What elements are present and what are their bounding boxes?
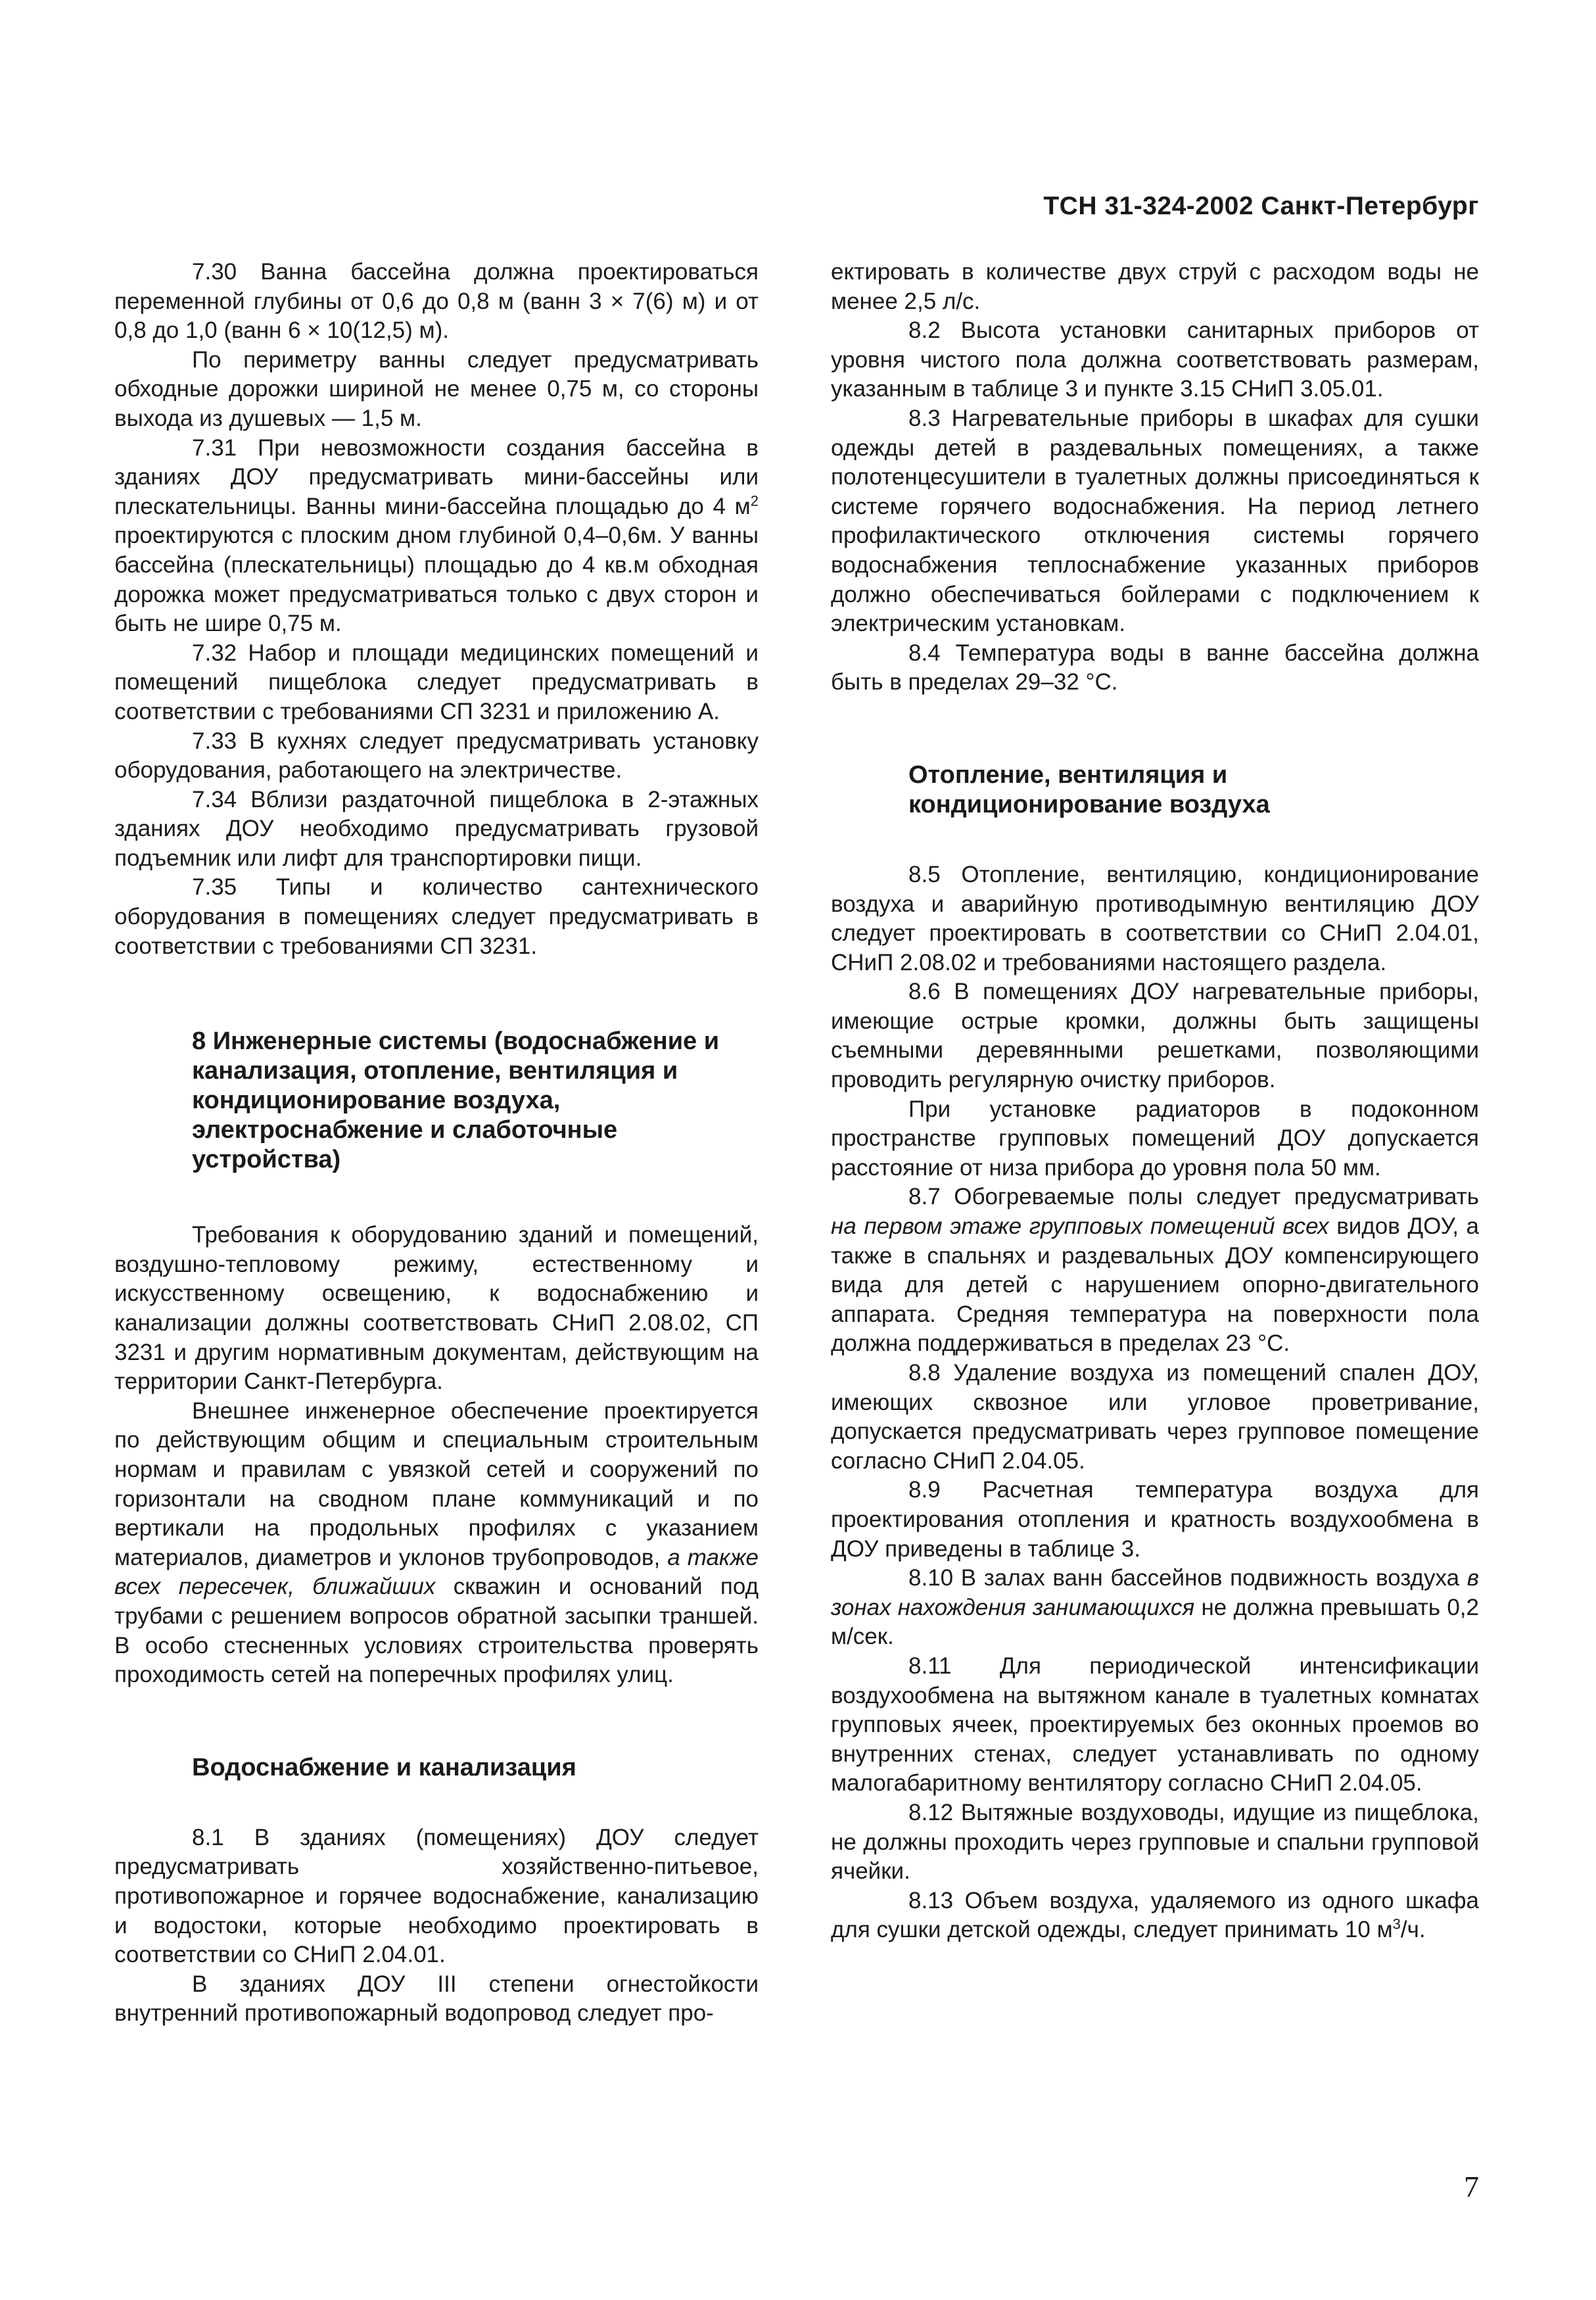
- heating-ventilation-heading: Отопление, вентиляция и кондиционирование воздуха: [908, 761, 1270, 818]
- paragraph-8-12: 8.12 Вытяжные воздуховоды, идущие из пищеблока, не должны проходить через групповые и спальни групповой ячейки.: [831, 1799, 1479, 1885]
- paragraph-8-intro: Требования к оборудованию зданий и помещений, воздушно-тепловому режиму, естественному и искусственному освещению, к водоснабжению и канализации должны соответствовать СНиП 2.08.02, СП 3231 и другим нормативным документам, действующим на территории Санкт-Петербурга.: [114, 1222, 759, 1395]
- paragraph-8-8: 8.8 Удаление воздуха из помещений спален ДОУ, имеющих сквозное или угловое проветривание, допускается предусматривать через групповое помещение согласно СНиП 2.04.05.: [831, 1360, 1479, 1474]
- paragraph-8-6-cont: При установке радиаторов в подоконном пространстве групповых помещений ДОУ допускается расстояние от низа прибора до уровня пола 50 мм.: [831, 1096, 1479, 1181]
- paragraph-8-10: 8.10 В залах ванн бассейнов подвижность воздуха в зонах нахождения занимающихся не должна превышать 0,2 м/сек.: [831, 1565, 1479, 1650]
- paragraph-7-30-cont: По периметру ванны следует предусматривать обходные дорожки шириной не менее 0,75 м, со стороны выхода из душевых — 1,5 м.: [114, 346, 759, 431]
- paragraph-7-30: 7.30 Ванна бассейна должна проектироваться переменной глубины от 0,6 до 0,8 м (ванн 3 × 7(6) м) и от 0,8 до 1,0 (ванн 6 × 10(12,5) м).: [114, 259, 759, 344]
- paragraph-8-1: 8.1 В зданиях (помещениях) ДОУ следует предусматривать хозяйственно-питьевое, противопожарное и горячее водоснабжение, канализацию и водостоки, которые необходимо проектировать в соответствии со СНиП 2.04.01.: [114, 1824, 759, 1968]
- paragraph-8-9: 8.9 Расчетная температура воздуха для проектирования отопления и кратность воздухообмена в ДОУ приведены в таблице 3.: [831, 1477, 1479, 1562]
- paragraph-7-33: 7.33 В кухнях следует предусматривать установку оборудования, работающего на электричестве.: [114, 728, 759, 784]
- paragraph-8-6: 8.6 В помещениях ДОУ нагревательные приборы, имеющие острые кромки, должны быть защищены съемными деревянными решетками, позволяющими проводить регулярную очистку приборов.: [831, 979, 1479, 1093]
- left-column: [114, 258, 759, 2029]
- document-header: ТСН 31-324-2002 Санкт-Петербург: [1043, 192, 1479, 220]
- paragraph-8-1-cont: В зданиях ДОУ III степени огнестойкости внутренний противопожарный водопровод следует про-: [114, 1971, 759, 2027]
- paragraph-7-32: 7.32 Набор и площади медицинских помещений и помещений пищеблока следует предусматривать в соответствии с требованиями СП 3231 и приложению А.: [114, 640, 759, 724]
- paragraph-7-34: 7.34 Вблизи раздаточной пищеблока в 2-этажных зданиях ДОУ необходимо предусматривать грузовой подъемник или лифт для транспортировки пищи.: [114, 786, 759, 871]
- paragraph-8-external: Внешнее инженерное обеспечение проектируется по действующим общим и специальным строительным нормам и правилам с увязкой сетей и сооружений по горизонтали на сводном плане коммуникаций и по вертикали на продольных профилях с указанием материалов, диаметров и уклонов трубопроводов, а также всех пересечек, ближайших скважин и оснований под трубами с решением вопросов обратной засыпки траншей. В особо стесненных условиях строительства проверять проходимость сетей на поперечных профилях улиц.: [114, 1397, 759, 1688]
- right-column: [831, 258, 1479, 1945]
- paragraph-7-31: 7.31 При невозможности создания бассейна в зданиях ДОУ предусматривать мини-бассейны или плескательницы. Ванны мини-бассейна площадью до 4 $м^2$ проектируются с плоским дном глубиной 0,4–0,6м. У ванны бассейна (плескательницы) площадью до 4 кв.м обходная дорожка может предусматриваться только с двух сторон и быть не шире 0,75 м.: [114, 434, 759, 637]
- paragraph-8-7: 8.7 Обогреваемые полы следует предусматривать на первом этаже групповых помещений всех видов ДОУ, а также в спальнях и раздевальных ДОУ компенсирующего вида для детей с нарушением опорно-двигательного аппарата. Средняя температура на поверхности пола должна поддерживаться в пределах 23 °С.: [831, 1184, 1480, 1357]
- paragraph-8-1-end: ектировать в количестве двух струй с расходом воды не менее 2,5 л/с.: [831, 259, 1479, 314]
- paragraph-8-13: 8.13 Объем воздуха, удаляемого из одного шкафа для сушки детской одежды, следует принимать 10 $м^3/ч$.: [831, 1887, 1479, 1943]
- section-8-heading: 8 Инженерные системы (водоснабжение и канализация, отопление, вентиляция и кондиционирование воздуха, электроснабжение и слаботочные устройства): [192, 1027, 720, 1174]
- paragraph-8-4: 8.4 Температура воды в ванне бассейна должна быть в пределах 29–32 °С.: [831, 640, 1479, 695]
- paragraph-8-5: 8.5 Отопление, вентиляцию, кондиционирование воздуха и аварийную противодымную вентиляцию ДОУ следует проектировать в соответствии со СНиП 2.04.01, СНиП 2.08.02 и требованиями настоящего раздела.: [831, 861, 1479, 975]
- page-number: 7: [1464, 2170, 1479, 2203]
- water-supply-heading: Водоснабжение и канализация: [192, 1753, 576, 1781]
- paragraph-8-3: 8.3 Нагревательные приборы в шкафах для сушки одежды детей в раздевальных помещениях, а также полотенцесушители в туалетных должны присоединяться к системе горячего водоснабжения. На период летнего профилактического отключения системы горячего водоснабжения теплоснабжение указанных приборов должно обеспечиваться бойлерами с подключением к электрическим установкам.: [831, 405, 1479, 637]
- paragraph-7-35: 7.35 Типы и количество сантехнического оборудования в помещениях следует предусматривать в соответствии с требованиями СП 3231.: [114, 874, 759, 959]
- paragraph-8-11: 8.11 Для периодической интенсификации воздухообмена на вытяжном канале в туалетных комнатах групповых ячеек, проектируемых без оконных проемов во внутренних стенах, следует устанавливать по одному малогабаритному вентилятору согласно СНиП 2.04.05.: [831, 1653, 1479, 1796]
- paragraph-8-2: 8.2 Высота установки санитарных приборов от уровня чистого пола должна соответствовать размерам, указанным в таблице 3 и пункте 3.15 СНиП 3.05.01.: [831, 317, 1479, 402]
